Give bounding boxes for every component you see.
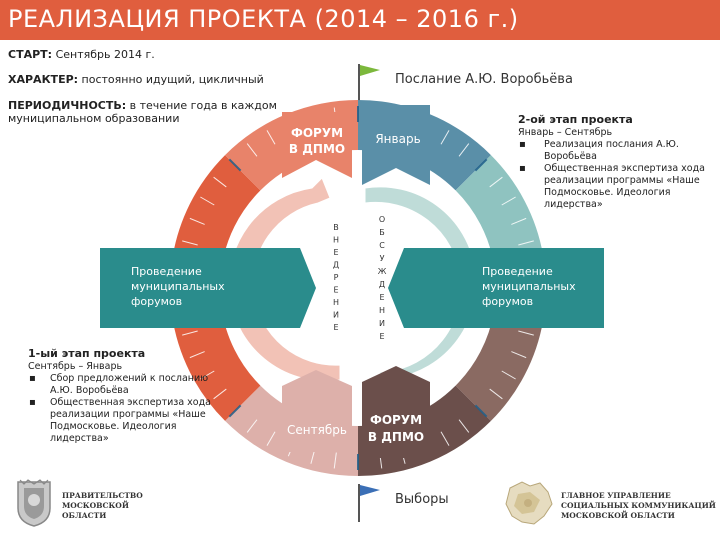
government-label bbox=[62, 491, 143, 521]
gov-line: ОБЛАСТИ bbox=[62, 511, 107, 520]
start-label: СТАРТ: bbox=[8, 48, 53, 61]
banner-right-line2: муниципальных bbox=[482, 280, 576, 293]
banner-left-line1: Проведение bbox=[131, 265, 202, 278]
discussion-letter: Б bbox=[379, 228, 385, 237]
social-comm-label bbox=[561, 491, 716, 521]
stage1-item: ▪ Сбор предложений к посланию А.Ю. Воробьёва bbox=[40, 373, 218, 397]
region-map-icon bbox=[500, 478, 556, 528]
stage2-item: ▪ Общественная экспертиза хода реализации программы «Наше Подмосковье. Идеология лидерства» bbox=[530, 163, 714, 211]
page-title: РЕАЛИЗАЦИЯ ПРОЕКТА (2014 – 2016 г.) bbox=[8, 5, 519, 33]
flag-bottom-label: Выборы bbox=[395, 492, 449, 507]
org-line: ГЛАВНОЕ УПРАВЛЕНИЕ bbox=[561, 491, 671, 500]
org-line: МОСКОВСКОЙ ОБЛАСТИ bbox=[561, 511, 675, 520]
periodicity-label: ПЕРИОДИЧНОСТЬ: bbox=[8, 99, 127, 112]
implementation-letter: И bbox=[333, 310, 339, 320]
implementation-letter: Е bbox=[333, 285, 339, 295]
character-label: ХАРАКТЕР: bbox=[8, 73, 79, 86]
coat-of-arms-icon bbox=[14, 478, 54, 528]
implementation-letter: Р bbox=[333, 273, 339, 282]
forum-top-line2: В ДПМО bbox=[288, 142, 346, 156]
org-line: СОЦИАЛЬНЫХ КОММУНИКАЦИЙ bbox=[561, 501, 716, 510]
arrow-box-bottom-left bbox=[282, 370, 352, 452]
implementation-letter: Е bbox=[333, 248, 339, 257]
implementation-letter: В bbox=[333, 223, 339, 232]
gov-line: МОСКОВСКОЙ bbox=[62, 501, 129, 510]
discussion-letter: Н bbox=[378, 306, 386, 315]
banner-right-line3: форумов bbox=[482, 295, 534, 308]
start-value: Сентябрь 2014 г. bbox=[55, 48, 155, 61]
forum-top-line1: ФОРУМ bbox=[290, 126, 344, 140]
stage2-period: Январь – Сентябрь bbox=[518, 127, 613, 138]
banner-left-line3: форумов bbox=[131, 295, 183, 308]
banner-left-line2: муниципальных bbox=[131, 280, 225, 293]
implementation-letter: Н bbox=[332, 298, 340, 307]
implementation-letters bbox=[333, 223, 339, 332]
periodicity-value: в течение года в каждом муниципальном образовании bbox=[8, 99, 277, 125]
discussion-letter: Ж bbox=[377, 267, 387, 276]
implementation-letter: Н bbox=[332, 235, 340, 245]
character-value: постоянно идущий, цикличный bbox=[81, 73, 264, 86]
stage1-title: 1-ый этап проекта bbox=[28, 347, 146, 360]
stage2-block bbox=[518, 114, 714, 211]
discussion-letter: О bbox=[378, 215, 386, 224]
discussion-letters bbox=[378, 215, 387, 341]
forum-bottom-line1: ФОРУМ bbox=[369, 413, 423, 427]
september-label: Сентябрь bbox=[287, 423, 347, 437]
discussion-letter: Е bbox=[379, 332, 385, 341]
flag-top-label: Послание А.Ю. Воробьёва bbox=[395, 72, 573, 87]
discussion-letter: У bbox=[379, 254, 385, 263]
banner-right-line1: Проведение bbox=[482, 265, 553, 278]
implementation-letter: Д bbox=[332, 260, 340, 270]
stage2-title: 2-ой этап проекта bbox=[518, 113, 633, 126]
discussion-letter: Д bbox=[378, 280, 386, 289]
arrow-box-bottom-right bbox=[362, 366, 430, 458]
january-label: Январь bbox=[375, 132, 421, 146]
stage1-item: ▪ Общественная экспертиза хода реализации программы «Наше Подмосковье. Идеология лидерства» bbox=[40, 397, 218, 445]
stage1-period: Сентябрь – Январь bbox=[28, 361, 123, 372]
stage1-block bbox=[28, 348, 218, 445]
stage2-item: ▪ Реализация послания А.Ю. Воробьёва bbox=[530, 139, 714, 163]
implementation-letter: Е bbox=[333, 323, 339, 332]
forum-bottom-line2: В ДПМО bbox=[367, 430, 425, 444]
discussion-letter: Е bbox=[379, 293, 385, 302]
discussion-letter: И bbox=[379, 319, 385, 328]
gov-line: ПРАВИТЕЛЬСТВО bbox=[62, 491, 143, 500]
discussion-letter: С bbox=[379, 241, 385, 250]
